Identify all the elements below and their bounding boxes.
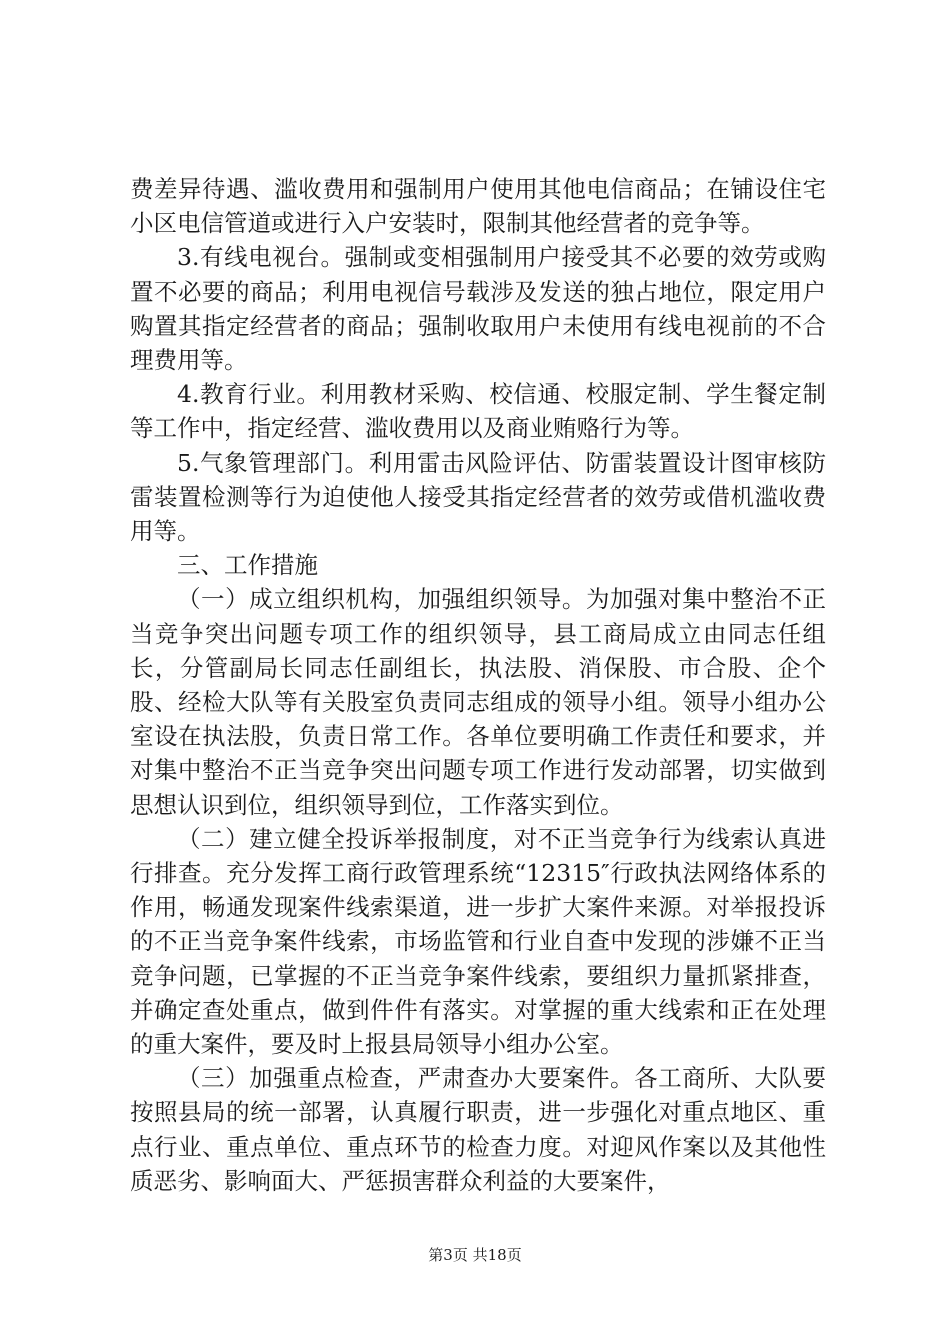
page-footer — [0, 1244, 950, 1265]
paragraph: （三）加强重点检查，严肃查办大要案件。各工商所、大队要按照县局的统一部署，认真履行职责，进一步强化对重点地区、重点行业、重点单位、重点环节的检查力度。对迎风作案以及其他性质恶劣、影响面大、严惩损害群众利益的大要案件， — [130, 1064, 826, 1195]
paragraph: 5.气象管理部门。利用雷击风险评估、防雷装置设计图审核防雷装置检测等行为迫使他人接受其指定经营者的效劳或借机滥收费用等。 — [130, 448, 826, 546]
page-number: 第3页 共18页 — [428, 1246, 522, 1264]
document-body — [130, 172, 826, 1198]
paragraph: （一）成立组织机构，加强组织领导。为加强对集中整治不正当竞争突出问题专项工作的组织领导，县工商局成立由同志任组长，分管副局长同志任副组长，执法股、消保股、市合股、企个股、经检大队等有关股室负责同志组成的领导小组。领导小组办公室设在执法股，负责日常工作。各单位要明确工作责任和要求，并对集中整治不正当竞争突出问题专项工作进行发动部署，切实做到思想认识到位，组织领导到位，工作落实到位。 — [130, 585, 826, 819]
paragraph: 4.教育行业。利用教材采购、校信通、校服定制、学生餐定制等工作中，指定经营、滥收费用以及商业贿赂行为等。 — [130, 380, 826, 443]
paragraph: 费差异待遇、滥收费用和强制用户使用其他电信商品；在铺设住宅小区电信管道或进行入户安装时，限制其他经营者的竞争等。 — [130, 175, 826, 238]
paragraph: 3.有线电视台。强制或变相强制用户接受其不必要的效劳或购置不必要的商品；利用电视信号载涉及发送的独占地位，限定用户购置其指定经营者的商品；强制收取用户未使用有线电视前的不合理费用等。 — [130, 243, 826, 375]
section-heading: 三、工作措施 — [177, 551, 318, 580]
paragraph: （二）建立健全投诉举报制度，对不正当竞争行为线索认真进行排查。充分发挥工商行政管理系统“12315″行政执法网络体系的作用，畅通发现案件线索渠道，进一步扩大案件来源。对举报投诉的不正当竞争案件线索，市场监管和行业自查中发现的涉嫌不正当竞争问题，已掌握的不正当竞争案件线索，要组织力量抓紧排查，并确定查处重点，做到件件有落实。对掌握的重大线索和正在处理的重大案件，要及时上报县局领导小组办公室。 — [130, 824, 826, 1059]
